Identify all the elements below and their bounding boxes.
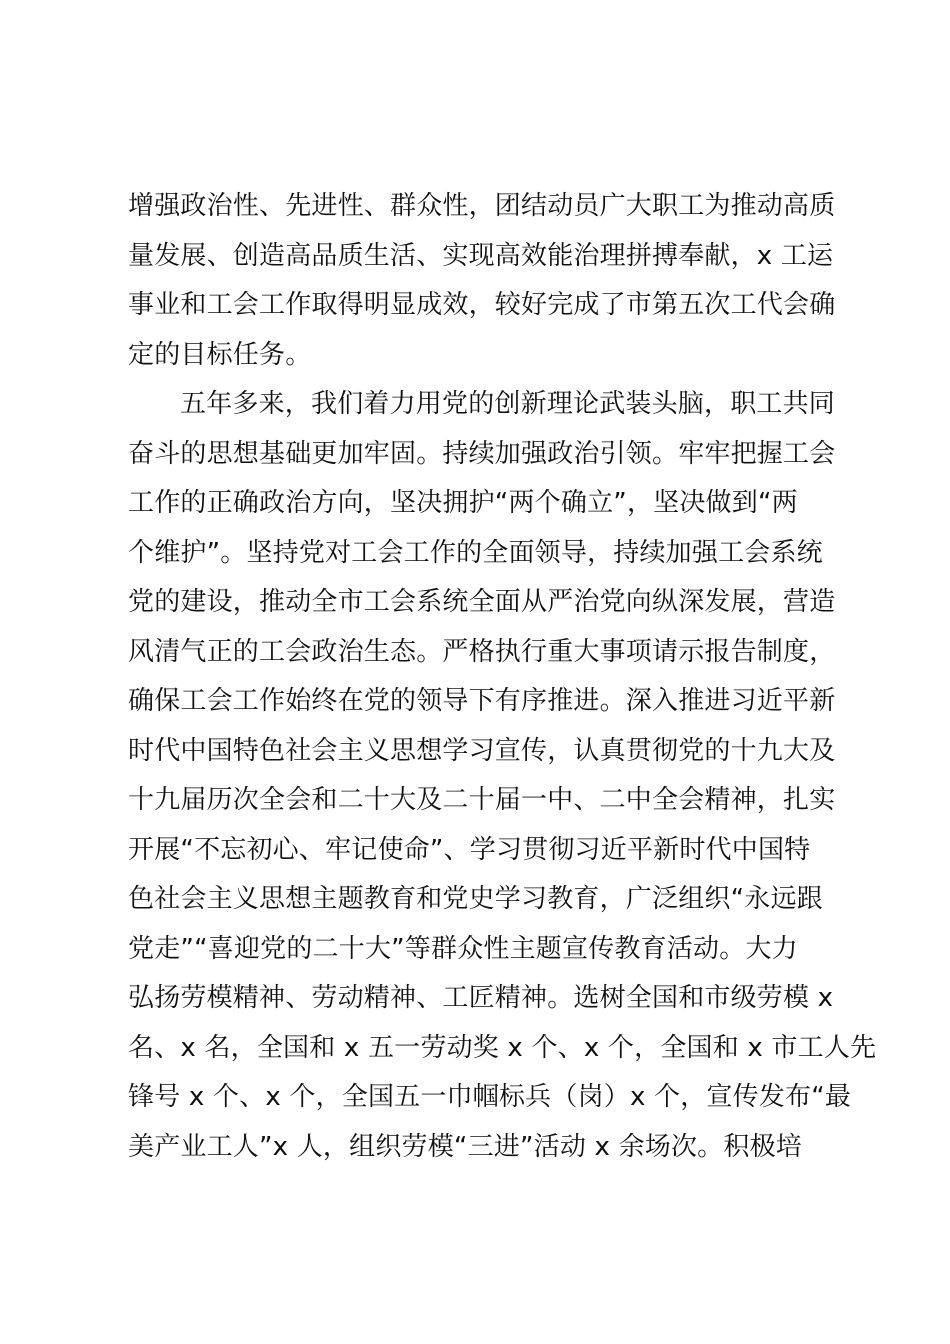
text-line: 色社会主义思想主题教育和党史学习教育，广泛组织“永远跟	[128, 884, 823, 914]
paragraph-first-line: 五年多来，我们着力用党的创新理论武装头脑，职工共同	[180, 389, 836, 419]
text-line: 时代中国特色社会主义思想学习宣传，认真贯彻党的十九大及	[128, 735, 836, 766]
text-line: 党的建设，推动全市工会系统全面从严治党向纵深发展，营造	[128, 587, 836, 617]
text-line: 个维护”。坚持党对工会工作的全面领导，持续加强工会系统	[128, 537, 823, 568]
text-line: 奋斗的思想基础更加牢固。持续加强政治引领。牢牢把握工会	[128, 438, 836, 469]
text-line: 十九届历次全会和二十大及二十届一中、二中全会精神，扎实	[128, 785, 836, 815]
text-line: 风清气正的工会政治生态。严格执行重大事项请示报告制度，	[128, 636, 836, 667]
text-line: 事业和工会工作取得明显成效，较好完成了市第五次工代会确	[128, 290, 836, 320]
text-line: 确保工会工作始终在党的领导下有序推进。深入推进习近平新	[128, 686, 836, 716]
text-line: 量发展、创造高品质生活、实现高效能治理拼搏奉献，x 工运	[128, 240, 834, 271]
text-line: 锋号 x 个、x 个，全国五一巾帼标兵（岗）x 个，宣传发布“最	[128, 1082, 852, 1112]
body-text	[128, 182, 877, 1172]
text-line: 开展“不忘初心、牢记使命”、学习贯彻习近平新时代中国特	[128, 834, 811, 865]
text-line: 增强政治性、先进性、群众性，团结动员广大职工为推动高质	[128, 191, 836, 221]
text-line: 名、x 名，全国和 x 五一劳动奖 x 个、x 个，全国和 x 市工人先	[128, 1032, 877, 1063]
text-line: 定的目标任务。	[128, 339, 312, 370]
text-line: 工作的正确政治方向，坚决拥护“两个确立”，坚决做到“两	[128, 488, 798, 518]
text-line: 美产业工人”x 人，组织劳模“三进”活动 x 余场次。积极培	[128, 1131, 802, 1162]
text-line: 弘扬劳模精神、劳动精神、工匠精神。选树全国和市级劳模 x	[128, 983, 834, 1013]
text-line: 党走”“喜迎党的二十大”等群众性主题宣传教育活动。大力	[128, 933, 798, 964]
